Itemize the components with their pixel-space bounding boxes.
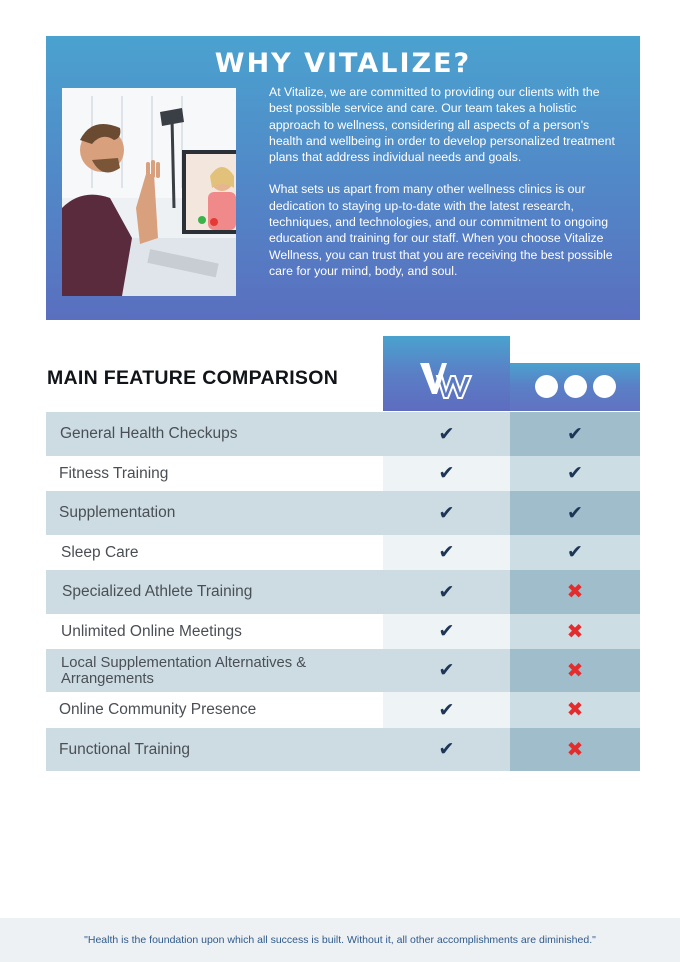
competitor-placeholder-icon [535, 375, 616, 398]
feature-label: Fitness Training [46, 456, 383, 491]
feature-label: Functional Training [46, 728, 383, 771]
comparison-row [46, 491, 640, 535]
dot-icon [564, 375, 587, 398]
comparison-title: MAIN FEATURE COMPARISON [47, 367, 339, 389]
feature-label: Local Supplementation Alternatives & Arrangements [46, 649, 383, 692]
comparison-row [46, 456, 640, 491]
feature-label: Unlimited Online Meetings [46, 614, 383, 649]
feature-label: General Health Checkups [46, 412, 383, 456]
cross-icon: ✖ [566, 659, 584, 682]
hero-paragraph-1: At Vitalize, we are committed to providing our clients with the best possible service and care. Our team takes a holistic approach to wellness, considering all aspects of a person's health and wellbeing in order to develop personalized treatment plans that address individual needs and goals. [269, 85, 615, 165]
check-icon: ✔ [438, 542, 455, 563]
feature-label: Specialized Athlete Training [46, 570, 383, 614]
check-icon: ✔ [438, 581, 455, 603]
comparison-row [46, 570, 640, 614]
vitalize-cell [383, 692, 510, 728]
hero-title: WHY VITALIZE? [214, 48, 472, 79]
vitalize-column-header [383, 336, 510, 411]
hero-paragraph-2: What sets us apart from many other wellness clinics is our dedication to staying up-to-date with the latest research, techniques, and technologies, and our commitment to ongoing education and training for our staff. When you choose Vitalize Wellness, you can trust that you are receiving the best possible care for your mind, body, and soul. [269, 182, 613, 278]
check-icon: ✔ [567, 423, 583, 445]
check-icon: ✔ [438, 699, 455, 721]
comparison-row [46, 614, 640, 649]
competitor-cell [510, 570, 640, 614]
feature-label: Online Community Presence [46, 692, 383, 728]
competitor-cell [510, 692, 640, 728]
quote-footer [0, 918, 680, 962]
comparison-row [46, 412, 640, 456]
check-icon: ✔ [567, 463, 583, 484]
comparison-row [46, 649, 640, 692]
competitor-column-header [510, 363, 640, 411]
check-icon: ✔ [438, 660, 455, 681]
check-icon: ✔ [438, 423, 455, 445]
dot-icon [535, 375, 558, 398]
cross-icon: ✖ [566, 581, 584, 603]
competitor-cell [510, 649, 640, 692]
competitor-cell [510, 412, 640, 456]
check-icon: ✔ [567, 502, 583, 524]
competitor-cell [510, 728, 640, 771]
comparison-row [46, 692, 640, 728]
vitalize-cell [383, 412, 510, 456]
hero-banner [46, 36, 640, 320]
check-icon: ✔ [438, 463, 455, 484]
cross-icon: ✖ [566, 620, 584, 643]
vitalize-cell [383, 728, 510, 771]
vitalize-logo-icon [383, 336, 510, 411]
vitalize-cell [383, 535, 510, 570]
vitalize-cell [383, 649, 510, 692]
competitor-cell [510, 614, 640, 649]
comparison-row [46, 728, 640, 771]
vitalize-cell [383, 614, 510, 649]
competitor-cell [510, 491, 640, 535]
cross-icon: ✖ [566, 699, 584, 721]
feature-label: Supplementation [46, 491, 383, 535]
competitor-cell [510, 456, 640, 491]
check-icon: ✔ [438, 502, 455, 524]
comparison-row [46, 535, 640, 570]
hero-description [269, 84, 621, 279]
check-icon: ✔ [438, 621, 455, 642]
cross-icon: ✖ [566, 738, 584, 761]
footer-quote: "Health is the foundation upon which all success is built. Without it, all other accomplishments are diminished." [84, 934, 596, 946]
feature-label: Sleep Care [46, 535, 383, 570]
video-call-illustration [62, 88, 236, 296]
video-call-photo [62, 88, 236, 296]
check-icon: ✔ [567, 542, 583, 563]
vitalize-cell [383, 491, 510, 535]
vitalize-cell [383, 570, 510, 614]
check-icon: ✔ [438, 739, 455, 760]
competitor-cell [510, 535, 640, 570]
dot-icon [593, 375, 616, 398]
vitalize-cell [383, 456, 510, 491]
